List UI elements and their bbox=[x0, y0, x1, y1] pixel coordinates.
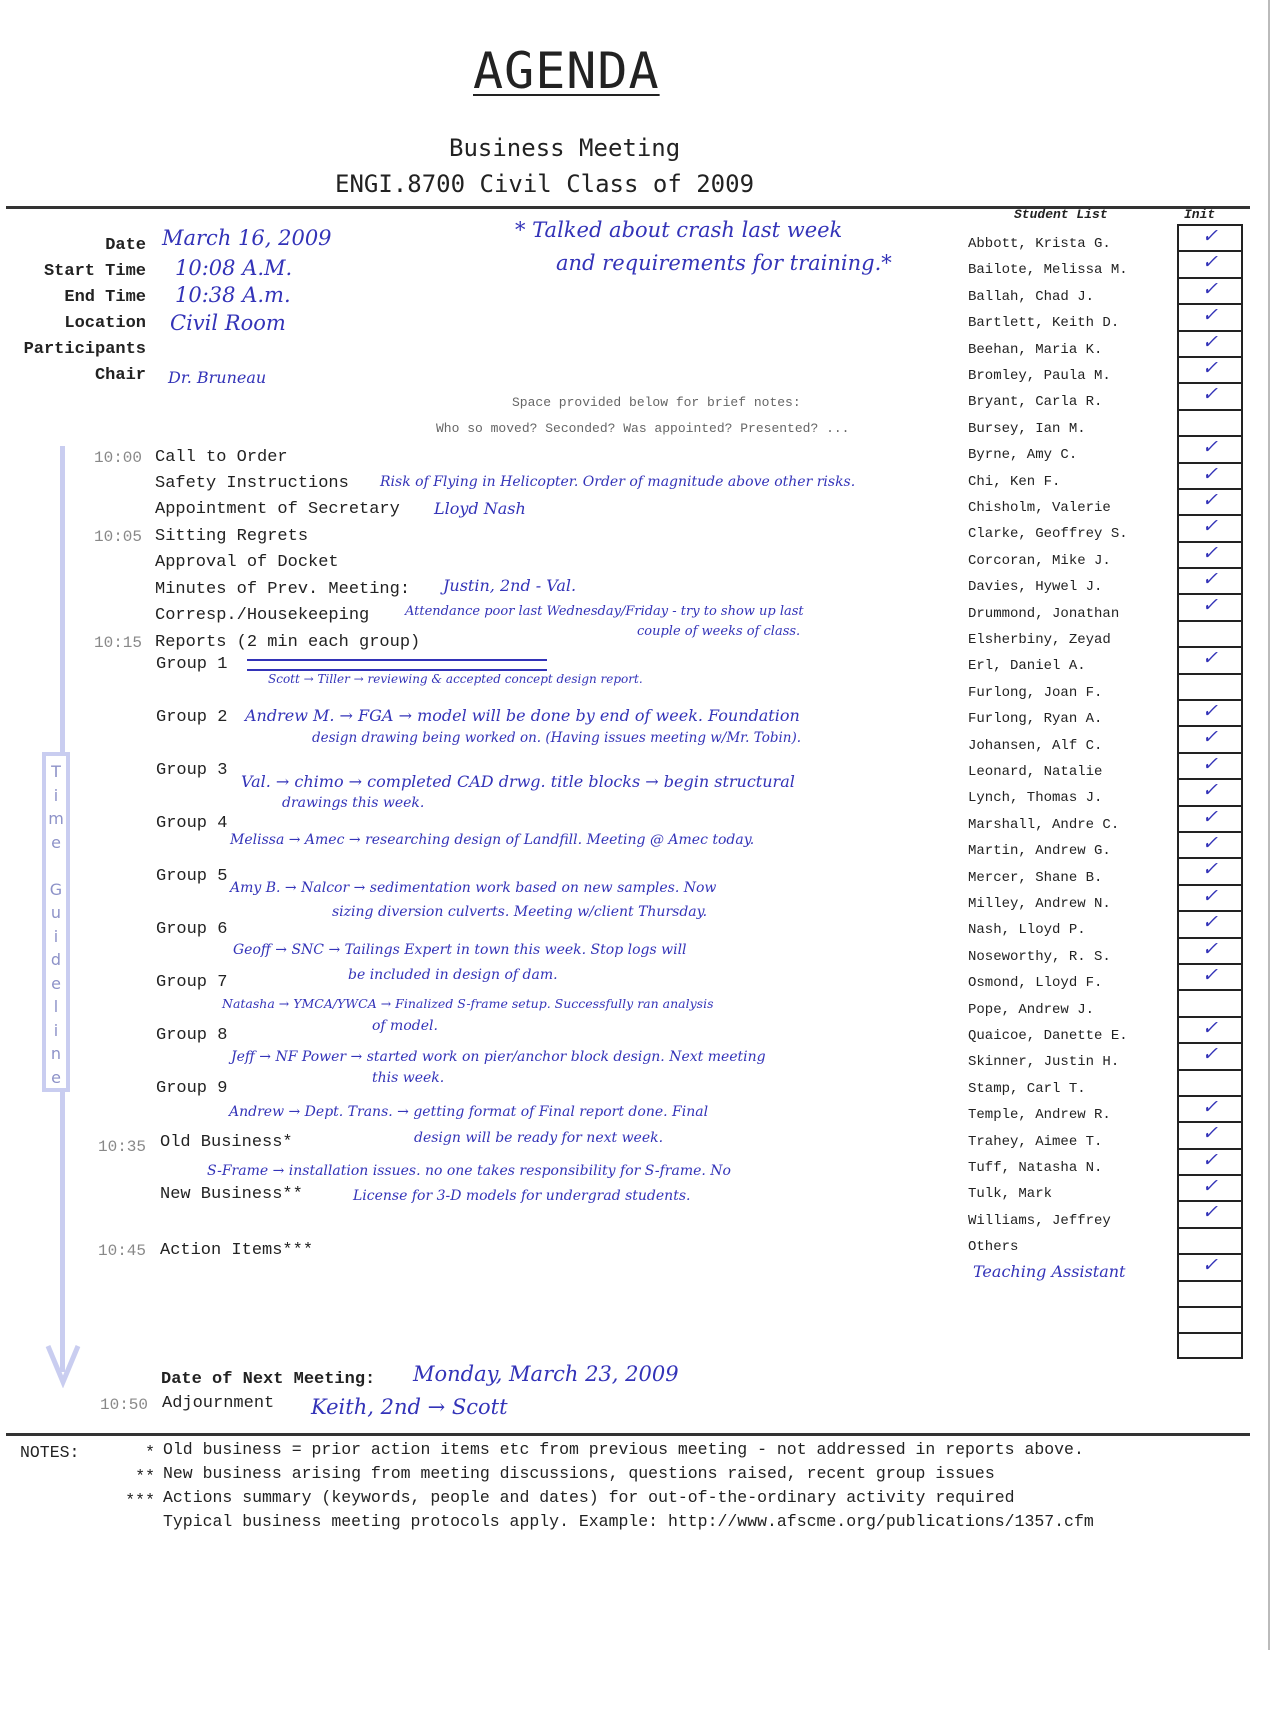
group-8-note-1: Jeff → NF Power → started work on pier/anchor block design. Next meeting bbox=[231, 1049, 766, 1065]
group-5-note-2: sizing diversion culverts. Meeting w/client Thursday. bbox=[332, 904, 708, 920]
student-name: Bursey, Ian M. bbox=[968, 420, 1086, 437]
group-9-note-2: design will be ready for next week. bbox=[414, 1130, 664, 1146]
student-name: Elsherbiny, Zeyad bbox=[968, 632, 1111, 648]
time-guideline-letter: d bbox=[50, 950, 62, 969]
time-1045: 10:45 bbox=[98, 1242, 147, 1260]
checkmark-icon: ✓ bbox=[1177, 303, 1243, 329]
time-guideline-letter: i bbox=[53, 1020, 59, 1040]
agenda-docket: Approval of Docket bbox=[155, 553, 339, 572]
student-name: Temple, Andrew R. bbox=[968, 1107, 1111, 1124]
student-list-header: Student List bbox=[1014, 207, 1108, 222]
time-guideline-arrow-icon bbox=[44, 1340, 82, 1388]
page-title: AGENDA bbox=[473, 42, 660, 100]
student-name: Milley, Andrew N. bbox=[968, 896, 1111, 912]
top-note-line1: * Talked about crash last week bbox=[515, 218, 843, 242]
student-name: Davies, Hywel J. bbox=[968, 579, 1103, 596]
notes-label: NOTES: bbox=[20, 1443, 80, 1462]
agenda-call-to-order: Call to Order bbox=[155, 448, 288, 467]
checkmark-icon: ✓ bbox=[1177, 1095, 1243, 1121]
checkmark-icon: ✓ bbox=[1177, 462, 1243, 488]
group-3-note-1: Val. → chimo → completed CAD drwg. title blocks → begin structural bbox=[241, 772, 795, 791]
group-7-label: Group 7 bbox=[156, 973, 228, 992]
checkmark-icon: ✓ bbox=[1177, 435, 1243, 461]
time-guideline-letter: l bbox=[53, 997, 59, 1016]
group-5-note-1: Amy B. → Nalcor → sedimentation work based on new samples. Now bbox=[230, 880, 717, 896]
time-guideline-letter: e bbox=[51, 832, 61, 852]
location-label: Location bbox=[64, 314, 146, 333]
checkmark-icon: ✓ bbox=[1177, 646, 1243, 672]
start-time-label: Start Time bbox=[43, 262, 146, 281]
checkmark-icon: ✓ bbox=[1177, 937, 1243, 963]
group-6-note-2: be included in design of dam. bbox=[348, 967, 558, 983]
time-guideline-letter: i bbox=[53, 926, 59, 946]
student-name: Nash, Lloyd P. bbox=[968, 922, 1086, 939]
note-3-mark: *** bbox=[125, 1491, 155, 1510]
agenda-old-business: Old Business* bbox=[160, 1133, 293, 1152]
group-8-label: Group 8 bbox=[156, 1026, 228, 1045]
checkmark-icon: ✓ bbox=[1177, 725, 1243, 751]
group-4-label: Group 4 bbox=[156, 814, 228, 833]
checkmark-icon: ✓ bbox=[1177, 541, 1243, 567]
checkmark-icon: ✓ bbox=[1177, 1253, 1243, 1279]
group-7-note-1: Natasha → YMCA/YWCA → Finalized S-frame setup. Successfully ran analysis bbox=[222, 996, 714, 1011]
agenda-minutes: Minutes of Prev. Meeting: bbox=[155, 580, 411, 599]
participants-label: Participants bbox=[23, 340, 146, 359]
student-name: Beehan, Maria K. bbox=[968, 341, 1103, 358]
student-name: Erl, Daniel A. bbox=[968, 658, 1086, 675]
student-name: Bryant, Carla R. bbox=[968, 394, 1103, 411]
group-9-label: Group 9 bbox=[156, 1079, 228, 1098]
agenda-secretary: Appointment of Secretary bbox=[155, 500, 400, 519]
checkmark-icon: ✓ bbox=[1177, 1148, 1243, 1174]
checkmark-icon: ✓ bbox=[1177, 382, 1243, 408]
checkmark-icon: ✓ bbox=[1177, 356, 1243, 382]
checkmark-icon: ✓ bbox=[1177, 805, 1243, 831]
group-3-note-2: drawings this week. bbox=[282, 795, 425, 811]
checkmark-icon: ✓ bbox=[1177, 752, 1243, 778]
student-name: Skinner, Justin H. bbox=[968, 1054, 1120, 1071]
notes-rule bbox=[6, 1433, 1250, 1436]
checkmark-icon: ✓ bbox=[1177, 514, 1243, 540]
checkmark-icon: ✓ bbox=[1177, 567, 1243, 593]
location-value: Civil Room bbox=[170, 311, 286, 335]
student-name: Tulk, Mark bbox=[968, 1186, 1053, 1203]
student-name: Mercer, Shane B. bbox=[968, 869, 1103, 886]
student-name: Trahey, Aimee T. bbox=[968, 1133, 1103, 1150]
checkmark-icon: ✓ bbox=[1177, 1121, 1243, 1147]
time-guideline-letter: u bbox=[50, 903, 62, 922]
chair-value: Dr. Bruneau bbox=[168, 368, 267, 387]
checkmark-icon: ✓ bbox=[1177, 699, 1243, 725]
agenda-safety: Safety Instructions bbox=[155, 474, 349, 493]
group-2-label: Group 2 bbox=[156, 708, 228, 727]
space-note-2: Who so moved? Seconded? Was appointed? Presented? ... bbox=[436, 421, 850, 436]
time-guideline-letter: e bbox=[51, 973, 61, 993]
page-edge bbox=[1268, 0, 1270, 1650]
agenda-reports: Reports (2 min each group) bbox=[155, 633, 421, 652]
corresp-note-2: couple of weeks of class. bbox=[637, 624, 801, 639]
time-1005: 10:05 bbox=[94, 528, 143, 546]
note-1-mark: * bbox=[145, 1443, 155, 1462]
empty-init-cell bbox=[1177, 1280, 1243, 1306]
time-guideline-letter: G bbox=[49, 879, 63, 899]
group-2-note-1: Andrew M. → FGA → model will be done by end of week. Foundation bbox=[245, 706, 800, 725]
checkmark-icon: ✓ bbox=[1177, 857, 1243, 883]
student-name: Others bbox=[968, 1239, 1019, 1256]
group-8-note-2: this week. bbox=[372, 1070, 445, 1086]
checkmark-icon: ✓ bbox=[1177, 910, 1243, 936]
note-3: Actions summary (keywords, people and dates) for out-of-the-ordinary activity required bbox=[163, 1488, 1015, 1507]
empty-init-cell bbox=[1177, 989, 1243, 1015]
checkmark-icon: ✓ bbox=[1177, 330, 1243, 356]
checkmark-icon: ✓ bbox=[1177, 488, 1243, 514]
student-name: Drummond, Jonathan bbox=[968, 605, 1120, 622]
safety-note: Risk of Flying in Helicopter. Order of magnitude above other risks. bbox=[380, 474, 856, 490]
time-guideline-letter: e bbox=[51, 1067, 61, 1087]
time-guideline-letter: n bbox=[50, 1044, 62, 1063]
time-1015: 10:15 bbox=[94, 634, 143, 652]
group-7-note-2: of model. bbox=[372, 1018, 438, 1034]
student-name: Bromley, Paula M. bbox=[968, 368, 1111, 384]
group-1-note: Scott → Tiller → reviewing & accepted concept design report. bbox=[268, 672, 643, 686]
end-time-value: 10:38 A.m. bbox=[175, 283, 291, 307]
time-guideline-bar-bottom bbox=[60, 1092, 65, 1372]
new-business-note: License for 3-D models for undergrad students. bbox=[353, 1188, 691, 1204]
group-5-label: Group 5 bbox=[156, 867, 228, 886]
checkmark-icon: ✓ bbox=[1177, 1174, 1243, 1200]
group-9-note-1: Andrew → Dept. Trans. → getting format of Final report done. Final bbox=[229, 1104, 709, 1120]
date-value: March 16, 2009 bbox=[162, 226, 332, 250]
student-name: Marshall, Andre C. bbox=[968, 816, 1120, 833]
empty-init-cell bbox=[1177, 1069, 1243, 1095]
empty-init-cell bbox=[1177, 673, 1243, 699]
student-name: Stamp, Carl T. bbox=[968, 1080, 1086, 1097]
date-label: Date bbox=[105, 236, 146, 255]
time-guideline-box bbox=[42, 752, 70, 1092]
student-name: Lynch, Thomas J. bbox=[968, 790, 1103, 807]
old-business-note: S-Frame → installation issues. no one takes responsibility for S-frame. No bbox=[207, 1163, 731, 1179]
group-3-label: Group 3 bbox=[156, 761, 228, 780]
empty-init-cell bbox=[1177, 409, 1243, 435]
corresp-note-1: Attendance poor last Wednesday/Friday - try to show up last bbox=[405, 604, 804, 619]
agenda-corresp: Corresp./Housekeeping bbox=[155, 606, 370, 625]
student-name: Corcoran, Mike J. bbox=[968, 552, 1111, 569]
student-name: Bartlett, Keith D. bbox=[968, 315, 1120, 332]
empty-init-cell bbox=[1177, 1306, 1243, 1332]
time-1000: 10:00 bbox=[94, 449, 143, 467]
time-guideline-letter: m bbox=[48, 809, 64, 828]
time-guideline-letter: T bbox=[51, 762, 61, 781]
teaching-assistant: Teaching Assistant bbox=[973, 1262, 1126, 1281]
checkmark-icon: ✓ bbox=[1177, 1042, 1243, 1068]
init-column bbox=[1177, 224, 1243, 1359]
student-name: Chi, Ken F. bbox=[968, 473, 1061, 490]
checkmark-icon: ✓ bbox=[1177, 963, 1243, 989]
agenda-action-items: Action Items*** bbox=[160, 1241, 314, 1260]
student-name: Clarke, Geoffrey S. bbox=[968, 526, 1128, 543]
note-2: New business arising from meeting discussions, questions raised, recent group issues bbox=[163, 1464, 995, 1483]
student-name: Abbott, Krista G. bbox=[968, 236, 1111, 252]
note-2-mark: ** bbox=[135, 1467, 155, 1486]
chair-label: Chair bbox=[94, 366, 146, 385]
student-name: Bailote, Melissa M. bbox=[968, 262, 1128, 279]
time-guideline-letter: i bbox=[53, 785, 59, 805]
group-6-note-1: Geoff → SNC → Tailings Expert in town this week. Stop logs will bbox=[233, 942, 687, 958]
student-name: Osmond, Lloyd F. bbox=[968, 975, 1103, 992]
student-name: Martin, Andrew G. bbox=[968, 843, 1111, 860]
space-note-1: Space provided below for brief notes: bbox=[512, 395, 801, 410]
checkmark-icon: ✓ bbox=[1177, 593, 1243, 619]
student-name: Ballah, Chad J. bbox=[968, 288, 1095, 305]
student-name: Chisholm, Valerie bbox=[968, 500, 1111, 516]
time-guideline-bar-top bbox=[60, 446, 65, 756]
init-header: Init bbox=[1184, 207, 1216, 222]
checkmark-icon: ✓ bbox=[1177, 250, 1243, 276]
student-name: Furlong, Joan F. bbox=[968, 684, 1103, 701]
student-name: Furlong, Ryan A. bbox=[968, 711, 1103, 728]
checkmark-icon: ✓ bbox=[1177, 831, 1243, 857]
student-name: Noseworthy, R. S. bbox=[968, 948, 1111, 965]
scratched-out-text bbox=[247, 659, 547, 671]
group-1-label: Group 1 bbox=[156, 655, 228, 674]
group-4-note: Melissa → Amec → researching design of Landfill. Meeting @ Amec today. bbox=[230, 832, 755, 848]
agenda-regrets: Sitting Regrets bbox=[155, 527, 309, 546]
time-1050: 10:50 bbox=[100, 1396, 149, 1414]
student-name: Leonard, Natalie bbox=[968, 764, 1103, 780]
empty-init-cell bbox=[1177, 1227, 1243, 1253]
end-time-label: End Time bbox=[64, 288, 146, 307]
checkmark-icon: ✓ bbox=[1177, 884, 1243, 910]
top-note-line2: and requirements for training.* bbox=[556, 251, 892, 275]
agenda-new-business: New Business** bbox=[160, 1185, 303, 1204]
secretary-note: Lloyd Nash bbox=[434, 499, 526, 518]
note-4: Typical business meeting protocols apply. Example: http://www.afscme.org/publications/1357.cfm bbox=[163, 1512, 1094, 1531]
next-meeting-label: Date of Next Meeting: bbox=[161, 1370, 376, 1389]
group-6-label: Group 6 bbox=[156, 920, 228, 939]
empty-init-cell bbox=[1177, 620, 1243, 646]
checkmark-icon: ✓ bbox=[1177, 277, 1243, 303]
empty-init-cell bbox=[1177, 1332, 1243, 1358]
time-1035: 10:35 bbox=[98, 1138, 147, 1156]
student-name: Williams, Jeffrey bbox=[968, 1212, 1111, 1229]
checkmark-icon: ✓ bbox=[1177, 1016, 1243, 1042]
checkmark-icon: ✓ bbox=[1177, 1200, 1243, 1226]
student-name: Byrne, Amy C. bbox=[968, 447, 1078, 464]
student-name: Pope, Andrew J. bbox=[968, 1001, 1095, 1018]
note-1: Old business = prior action items etc from previous meeting - not addressed in reports above. bbox=[163, 1440, 1084, 1459]
subtitle-business-meeting: Business Meeting bbox=[449, 134, 681, 162]
adjournment-note: Keith, 2nd → Scott bbox=[311, 1395, 508, 1419]
agenda-adjournment: Adjournment bbox=[162, 1394, 275, 1413]
group-2-note-2: design drawing being worked on. (Having issues meeting w/Mr. Tobin). bbox=[312, 730, 802, 746]
next-meeting-value: Monday, March 23, 2009 bbox=[413, 1362, 679, 1386]
start-time-value: 10:08 A.M. bbox=[175, 256, 293, 280]
minutes-note: Justin, 2nd - Val. bbox=[443, 576, 577, 595]
student-name: Tuff, Natasha N. bbox=[968, 1160, 1103, 1176]
student-name: Johansen, Alf C. bbox=[968, 737, 1103, 754]
checkmark-icon: ✓ bbox=[1177, 778, 1243, 804]
checkmark-icon: ✓ bbox=[1177, 224, 1243, 250]
subtitle-class: ENGI.8700 Civil Class of 2009 bbox=[335, 170, 755, 198]
student-name: Quaicoe, Danette E. bbox=[968, 1028, 1128, 1044]
